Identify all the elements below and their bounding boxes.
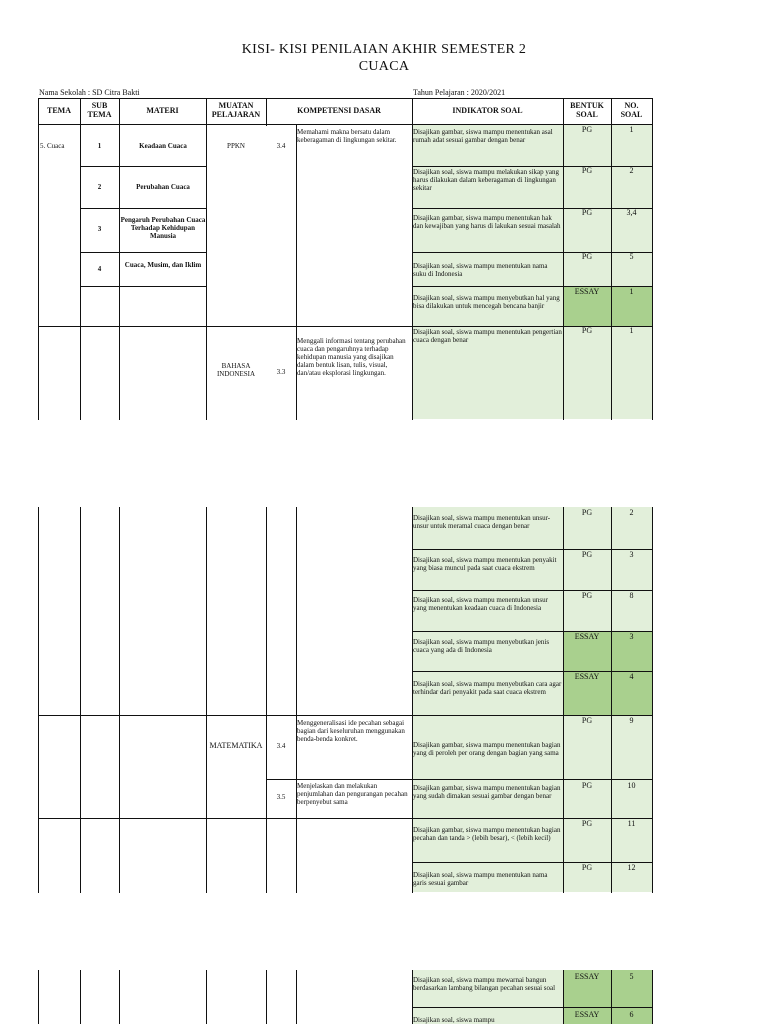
nomor-soal: 10: [627, 781, 636, 790]
bentuk-soal: PG: [581, 326, 593, 335]
nomor-soal: 8: [629, 591, 634, 600]
header-tema: TEMA: [47, 106, 71, 115]
subtema-4: 4: [97, 265, 102, 273]
kd-mtk-2-text: Menjelaskan dan melakukan penjumlahan dan pengurangan pecahan berpenyebut sama: [297, 782, 408, 806]
header-muatan-2: PELAJARAN: [211, 110, 261, 119]
bentuk-soal: PG: [581, 166, 593, 175]
kd-ppkn-text: Memahami makna bersatu dalam keberagaman di lingkungan sekitar.: [297, 128, 397, 144]
bentuk-soal: ESSAY: [574, 632, 600, 641]
nomor-soal: 1: [629, 125, 634, 134]
indikator-row: Disajikan gambar, siswa mampu menentukan bagian yang sudah dimakan sesuai gambar dengan benar: [413, 784, 561, 800]
bentuk-soal: ESSAY: [574, 972, 600, 981]
nomor-soal: 3: [629, 550, 634, 559]
nomor-soal: 4: [629, 672, 634, 681]
tema-cell: 5. Cuaca: [40, 142, 65, 150]
kd-mtk-2-number: 3.5: [276, 793, 286, 801]
bentuk-soal: PG: [581, 125, 593, 134]
nomor-soal: 6: [629, 1010, 634, 1019]
materi-4: Cuaca, Musim, dan Iklim: [124, 261, 202, 269]
indikator-row: Disajikan gambar, siswa mampu menentukan asal rumah adat sesuai gambar dengan benar: [413, 128, 553, 144]
header-materi: MATERI: [146, 106, 179, 115]
nomor-soal: 11: [627, 819, 636, 828]
header-bentuk-1: BENTUK: [570, 101, 604, 110]
header-bentuk-2: SOAL: [576, 110, 598, 119]
nomor-soal: 12: [627, 863, 636, 872]
nomor-soal: 2: [629, 166, 634, 175]
subtema-1: 1: [97, 142, 102, 150]
header-subtema-1: SUB: [91, 101, 108, 110]
nomor-soal: 5: [629, 972, 634, 981]
materi-1: Keadaan Cuaca: [139, 142, 187, 150]
bentuk-soal: PG: [581, 208, 593, 217]
header-no-2: SOAL: [620, 110, 643, 119]
indikator-row: Disajikan soal, siswa mampu menentukan unsur yang menentukan keadaan cuaca di Indonesia: [413, 596, 548, 612]
indikator-row: Disajikan soal, siswa mampu menentukan penyakit yang biasa muncul pada saat cuaca ekstrem: [413, 556, 557, 572]
bentuk-soal: PG: [581, 508, 593, 517]
header-no-1: NO.: [624, 101, 639, 110]
indikator-row: Disajikan soal, siswa mampu menentukan nama garis sesuai gambar: [413, 871, 548, 887]
nomor-soal: 3,4: [626, 208, 637, 217]
header-subtema-2: TEMA: [87, 110, 112, 119]
nomor-soal: 1: [629, 326, 634, 335]
kd-bi-number: 3.3: [276, 368, 286, 376]
bentuk-soal: PG: [581, 781, 593, 790]
kd-mtk-1-number: 3.4: [276, 742, 286, 750]
muatan-matematika: MATEMATIKA: [209, 742, 263, 750]
kd-ppkn-number: 3.4: [276, 142, 286, 150]
bentuk-soal: ESSAY: [574, 672, 600, 681]
subtema-3: 3: [97, 225, 102, 233]
header-kompetensi: KOMPETENSI DASAR: [297, 106, 381, 115]
document-subtitle: CUACA: [358, 59, 410, 74]
materi-2: Perubahan Cuaca: [136, 183, 190, 191]
indikator-row: Disajikan gambar, siswa mampu menentukan bagian yang di peroleh per orang dengan bagian yang sama: [413, 741, 561, 757]
bentuk-soal: PG: [581, 550, 593, 559]
document-title: KISI- KISI PENILAIAN AKHIR SEMESTER 2: [241, 42, 527, 57]
indikator-row: Disajikan gambar, siswa mampu menentukan bagian pecahan dan tanda > (lebih besar), < (lebih kecil): [413, 826, 561, 842]
nomor-soal: 5: [629, 252, 634, 261]
header-indikator: INDIKATOR SOAL: [452, 106, 523, 115]
indikator-row: Disajikan gambar, siswa mampu menentukan hak dan kewajiban yang harus di lakukan sesuai masalah: [413, 214, 561, 230]
header-muatan-1: MUATAN: [218, 101, 254, 110]
nomor-soal: 2: [629, 508, 634, 517]
indikator-row: Disajikan soal, siswa mampu menyebutkan jenis cuaca yang ada di Indonesia: [413, 638, 550, 654]
school-name: Nama Sekolah : SD Citra Bakti: [39, 88, 140, 97]
bentuk-soal: ESSAY: [574, 287, 600, 296]
indikator-row: Disajikan soal, siswa mampu: [413, 1016, 495, 1024]
bentuk-soal: PG: [581, 591, 593, 600]
materi-3: Pengaruh Perubahan Cuaca Terhadap Kehidupan Manusia: [120, 216, 206, 240]
kd-bi-text: Menggali informasi tentang perubahan cuaca dan pengaruhnya terhadap kehidupan manusia yang disajikan dalam bentuk lisan, tulis, visual, dan/atau eksplorasi lingkungan.: [297, 337, 406, 377]
nomor-soal: 3: [629, 632, 634, 641]
kd-mtk-1-text: Menggeneralisasi ide pecahan sebagai bagian dari keseluruhan menggunakan benda-benda konkret.: [297, 719, 405, 743]
bentuk-soal: PG: [581, 819, 593, 828]
bentuk-soal: ESSAY: [574, 1010, 600, 1019]
indikator-row: Disajikan soal, siswa mampu melakukan sikap yang harus dilakukan dalam keberagaman di lingkungan sekitar: [413, 168, 559, 192]
indikator-row: Disajikan soal, siswa mampu menentukan nama suku di Indonesia: [413, 262, 548, 278]
indikator-row: Disajikan soal, siswa mampu menyebutkan cara agar terhindar dari penyakit pada saat cuaca ekstrem: [413, 680, 562, 696]
muatan-ppkn: PPKN: [227, 142, 245, 150]
indikator-row: Disajikan soal, siswa mampu mewarnai bangun berdasarkan lambang bilangan pecahan sesuai soal: [413, 976, 556, 992]
school-year: Tahun Pelajaran : 2020/2021: [413, 88, 506, 97]
subtema-2: 2: [97, 183, 102, 191]
indikator-row: Disajikan soal, siswa mampu menyebutkan hal yang bisa dilakukan untuk mencegah bencana banjir: [413, 294, 560, 310]
bentuk-soal: PG: [581, 252, 593, 261]
indikator-row: Disajikan soal, siswa mampu menentukan pengertian cuaca dengan benar: [413, 328, 562, 344]
bentuk-soal: PG: [581, 716, 593, 725]
nomor-soal: 9: [629, 716, 634, 725]
nomor-soal: 1: [629, 287, 634, 296]
indikator-row: Disajikan soal, siswa mampu menentukan unsur-unsur untuk meramal cuaca dengan benar: [413, 514, 551, 530]
muatan-bahasa-indonesia: BAHASA INDONESIA: [216, 362, 256, 378]
bentuk-soal: PG: [581, 863, 593, 872]
